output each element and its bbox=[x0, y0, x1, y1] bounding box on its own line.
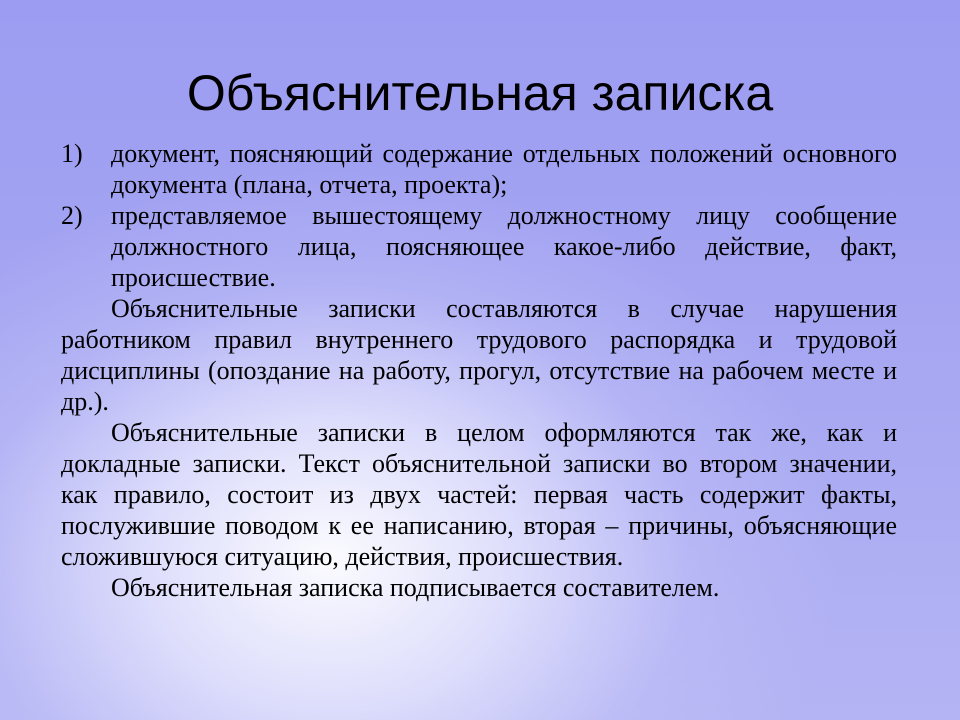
slide-title: Объяснительная записка bbox=[186, 65, 774, 121]
body-paragraph: Объяснительная записка подписывается составителем. bbox=[111, 573, 720, 602]
definition-item bbox=[61, 200, 897, 293]
body-paragraph: Объяснительные записки в целом оформляются так же, как и докладные записки. Текст объяснительной записки во втором значении, как правило, состоит из двух частей: первая часть содержит факты, послужившие поводом к ее написанию, вторая – причины, объясняющие сложившуюся ситуацию, действия, происшествия. bbox=[61, 418, 897, 571]
definition-number: 1) bbox=[61, 139, 83, 168]
definition-text: документ, поясняющий содержание отдельных положений основного документа (плана, отчета, проекта); bbox=[111, 139, 897, 199]
definition-number: 2) bbox=[61, 201, 83, 230]
definition-item bbox=[61, 138, 897, 200]
definition-text: представляемое вышестоящему должностному лицу сообщение должностного лица, поясняющее какое-либо действие, факт, происшествие. bbox=[111, 201, 897, 292]
body-paragraph: Объяснительные записки составляются в случае нарушения работником правил внутреннего трудового распорядка и трудовой дисциплины (опоздание на работу, прогул, отсутствие на рабочем месте и др.). bbox=[61, 294, 897, 416]
slide-body bbox=[61, 138, 897, 603]
